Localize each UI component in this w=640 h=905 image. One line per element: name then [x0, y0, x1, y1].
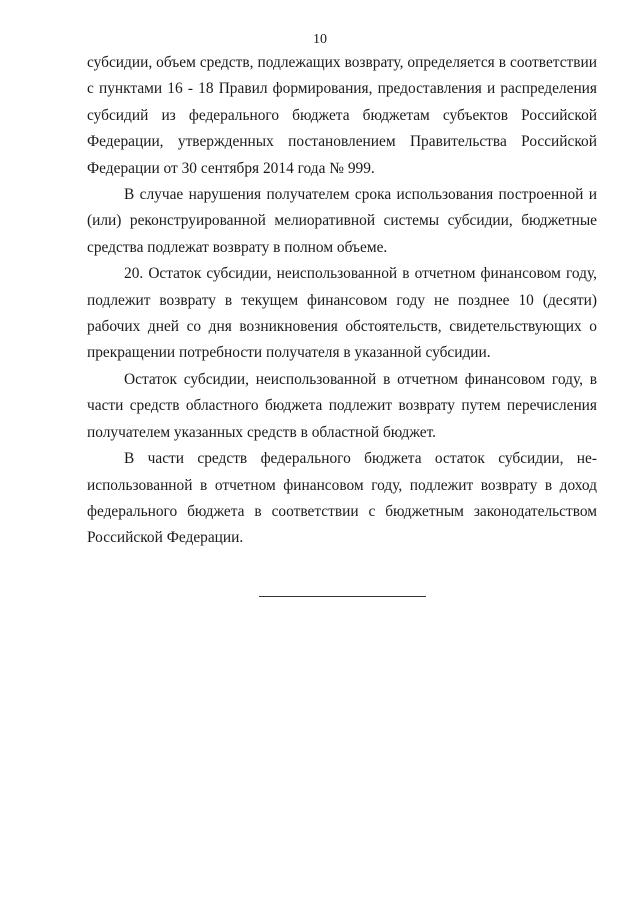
document-body — [87, 50, 597, 552]
paragraph-continuation: субсидии, объем средств, подлежащих возврату, определяется в соответствии с пунктами 16 - 18 Правил формирования, предоставления и распределения субсидий из федерального бюджета бюджетам субъектов Российской Федерации, утвержденных постановлением Правительства Российской Федерации от 30 сентября 2014 года № 999. — [87, 54, 597, 177]
paragraph-item-20: 20. Остаток субсидии, неиспользованной в отчетном финансовом году, подлежит возврату в текущем финансовом году не позднее 10 (десяти) рабочих дней со дня возникновения обстоятельств, свидетельствующих о прекращении потребности получателя в указанной субсидии. — [87, 265, 597, 362]
page-number: 10 — [313, 32, 327, 47]
paragraph-violation-return: В случае нарушения получателем срока использования построенной и (или) реконструированной мелиоративной системы субсидии, бюджетные средства подлежат возврату в полном объеме. — [87, 186, 597, 256]
paragraph-regional-budget: Остаток субсидии, неиспользованной в отчетном финансовом году, в части средств областного бюджета подлежит возврату путем перечисления получателем указанных средств в областной бюджет. — [87, 370, 597, 441]
end-separator-line — [259, 596, 426, 597]
paragraph-federal-budget: В части средств федерального бюджета остаток субсидии, неиспользованной в отчетном финансовом году, подлежит возврату в доход федерального бюджета в соответствии с бюджетным законодательством Российской Федерации. — [87, 450, 597, 547]
